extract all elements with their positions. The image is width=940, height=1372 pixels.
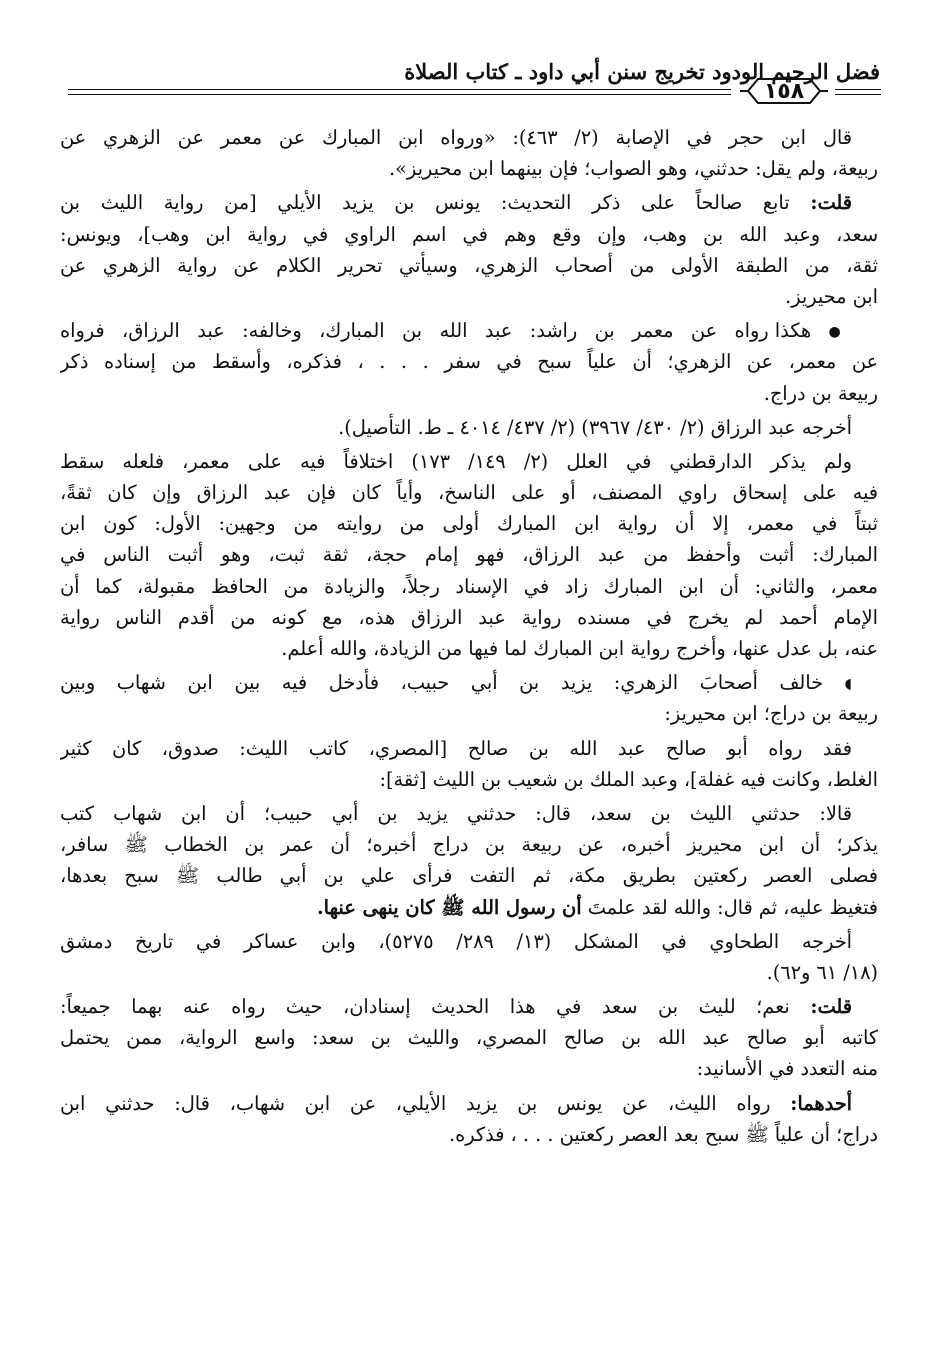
- text-line: ربيعة بن دراج.: [763, 381, 878, 405]
- header-rule: [835, 94, 881, 95]
- page-number-badge: [738, 76, 830, 106]
- text-line: يذكر؛ أن ابن محيريز أخبره، عن ربيعة بن دراج أخبره؛ أن عمر بن الخطاب ﷺ سافر،: [60, 833, 878, 857]
- text-line: قال ابن حجر في الإصابة (٢/ ٤٦٣): «ورواه ابن المبارك عن معمر عن الزهري عن: [60, 126, 852, 149]
- text-line: دراج؛ أن علياً ﷺ سبح بعد العصر ركعتين . . . ، فذكره.: [449, 1122, 878, 1146]
- text-line: [60, 315, 878, 346]
- text-line-content: هكذا رواه عن معمر بن راشد: عبد الله بن المبارك، وخالفه: عبد الرزاق، فرواه: [60, 319, 812, 343]
- header-rule: [68, 89, 731, 90]
- text-line: سعد، وعبد الله بن وهب، وإن وقع وهم في اسم الراوي في رواية ابن وهب]، ويونس:: [60, 222, 878, 246]
- text-line: عنه، بل عدل عنها، وأخرج رواية ابن المبارك لما فيها من الزيادة، والله أعلم.: [281, 637, 878, 660]
- text-line: [60, 991, 878, 1022]
- text-line: قالا: حدثني الليث بن سعد، قال: حدثني يزيد بن أبي حبيب؛ أن ابن شهاب كتب: [60, 801, 852, 825]
- text-line: الإمام أحمد لم يخرج في مسنده رواية عبد الرزاق هذه، مع كونه من أقدم الناس رواية: [60, 605, 878, 629]
- text-line: ولم يذكر الدارقطني في العلل (٢/ ١٤٩/ ١٧٣) اختلافاً فيه على معمر، فلعله سقط: [60, 449, 852, 473]
- running-head-title: فضل الرحيم الودود تخريج سنن أبي داود ـ كتاب الصلاة: [404, 59, 880, 84]
- text-line: ربيعة بن دراج؛ ابن محيريز:: [664, 702, 878, 726]
- text-line: كاتبه أبو صالح عبد الله بن صالح المصري، والليث بن سعد: واسع الرواية، ممن يحتمل: [60, 1026, 878, 1050]
- text-line-content: تابع صالحاً على ذكر التحديث: يونس بن يزيد الأيلي [من رواية الليث بن: [60, 191, 790, 215]
- bullet-marker: ●: [828, 324, 852, 341]
- ahaduhuma-label: أحدهما:: [790, 1091, 852, 1115]
- text-line: (١٨/ ٦١ و٦٢).: [766, 960, 878, 984]
- body-text: [60, 122, 878, 1150]
- text-line: أخرجه الطحاوي في المشكل (١٣/ ٢٨٩/ ٥٢٧٥)، وابن عساكر في تاريخ دمشق: [60, 929, 852, 953]
- bold-hadith-text: أن رسول الله ﷺ كان ينهى عنها.: [316, 895, 582, 919]
- page-number: ١٥٨: [763, 78, 805, 104]
- text-line: فقد رواه أبو صالح عبد الله بن صالح [المصري، كاتب الليث: صدوق، كان كثير: [60, 736, 852, 760]
- text-line: [60, 1088, 878, 1119]
- text-line: منه التعدد في الأسانيد:: [696, 1057, 878, 1081]
- text-line: [60, 892, 878, 923]
- open-circle-marker: ◖: [844, 676, 852, 693]
- text-line-content: خالف أصحابَ الزهري: يزيد بن أبي حبيب، فأدخل فيه بين ابن شهاب وبين: [60, 671, 824, 695]
- text-line-content: رواه الليث، عن يونس بن يزيد الأيلي، عن ابن شهاب، قال: حدثني ابن: [60, 1091, 771, 1115]
- text-line: [60, 667, 878, 698]
- text-line-content: فتغيظ عليه، ثم قال: والله لقد علمتَ: [587, 895, 878, 919]
- text-line: ربيعة، ولم يقل: حدثني، وهو الصواب؛ فإن بينهما ابن محيريز».: [389, 157, 878, 181]
- text-line: ثقة، من الطبقة الأولى من أصحاب الزهري، وسيأتي تحرير الكلام عن رواية الزهري عن: [60, 253, 878, 277]
- text-line: [60, 187, 878, 218]
- text-line: فصلى العصر ركعتين بطريق مكة، ثم التفت فرأى علي بن أبي طالب ﷺ سبح بعدها،: [60, 864, 878, 888]
- text-line-content: نعم؛ لليث بن سعد في هذا الحديث إسنادان، حيث رواه عنه بهما جميعاً:: [60, 995, 790, 1019]
- qultu-label: قلت:: [810, 191, 852, 215]
- qultu-label: قلت:: [810, 995, 852, 1019]
- text-line: ابن محيريز.: [785, 284, 878, 308]
- text-line: معمر، والثاني: أن ابن المبارك زاد في الإسناد رجلاً، والزيادة من الحافظ مقبولة، كما أن: [60, 574, 878, 598]
- text-line: الغلط، وكانت فيه غفلة]، وعبد الملك بن شعيب بن الليث [ثقة]:: [379, 767, 878, 791]
- text-line: فيه على إسحاق راوي المصنف، أو على الناسخ، وأياً كان فإن عبد الرزاق وإن كان ثقةً،: [60, 481, 878, 505]
- text-line: أخرجه عبد الرزاق (٢/ ٤٣٠/ ٣٩٦٧) (٢/ ٤٣٧/ ٤٠١٤ ـ ط. التأصيل).: [338, 415, 852, 439]
- text-line: ثبتاً في معمر، إلا أن رواية ابن المبارك أولى من روايته من وجهين: الأول: كون ابن: [60, 512, 878, 536]
- text-line: عن معمر، عن الزهري؛ أن علياً سبح في سفر . . . ، فذكره، وأسقط من إسناده ذكر: [60, 350, 878, 374]
- header-rule: [835, 89, 881, 90]
- text-line: المبارك: أثبت وأحفظ من عبد الرزاق، فهو إمام حجة، ثقة ثبت، وهو أثبت الناس في: [60, 543, 878, 567]
- header-rule: [68, 94, 731, 95]
